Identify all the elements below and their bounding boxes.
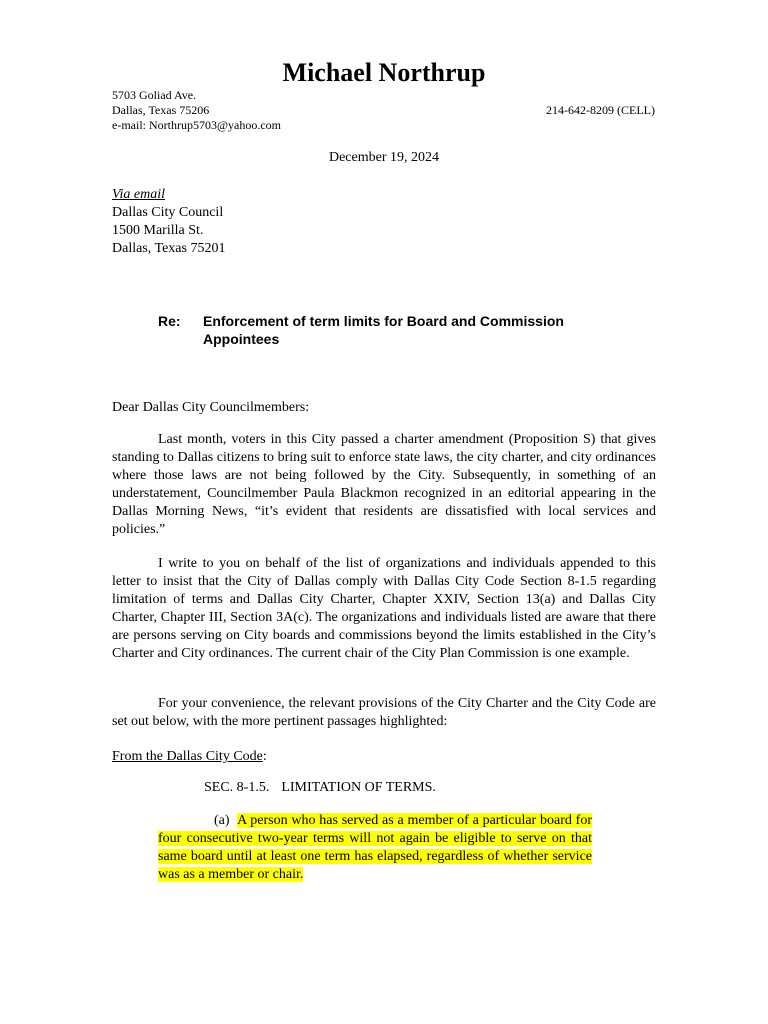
phone-number: 214-642-8209 (CELL) [546, 103, 655, 117]
address-line-1: 5703 Goliad Ave. [112, 88, 197, 102]
subject-line-2: Appointees [203, 331, 280, 347]
code-heading [112, 748, 656, 766]
via-email-label: Via email [112, 187, 166, 202]
subsection-a-highlighted-text: A person who has served as a member of a particular board for four consecutive two-year terms will not again be eligible to serve on that same board until at least one term has elapsed, regardless of whether service was as a member or chair. [158, 813, 592, 882]
salutation: Dear Dallas City Councilmembers: [112, 400, 310, 415]
subsection-a [158, 812, 592, 884]
recipient-line-1: Dallas City Council [112, 205, 224, 220]
code-heading-colon: : [262, 749, 267, 764]
section-heading [204, 780, 436, 796]
address-line-2: Dallas, Texas 75206 [112, 103, 210, 117]
subsection-a-label: (a) [214, 813, 230, 828]
subject-label: Re: [158, 313, 181, 329]
letterhead-name: Michael Northrup [282, 58, 486, 87]
paragraph-2: I write to you on behalf of the list of organizations and individuals appended to this letter to insist that the City of Dallas comply with Dallas City Code Section 8-1.5 regarding limitation of terms and Dallas City Charter, Chapter XXIV, Section 13(a) and Dallas City Charter, Chapter III, Section 3A(c). The organizations and individuals listed are aware that there are persons serving on City boards and commissions beyond the limits established in the City’s Charter and City ordinances. The current chair of the City Plan Commission is one example. [112, 556, 656, 661]
sender-address [112, 88, 281, 133]
subject-text [203, 312, 613, 348]
section-title: LIMITATION OF TERMS. [281, 780, 436, 795]
paragraph-3: For your convenience, the relevant provisions of the City Charter and the City Code are set out below, with the more pertinent passages highlighted: [112, 696, 656, 729]
recipient-block [112, 186, 225, 258]
recipient-line-2: 1500 Marilla St. [112, 223, 204, 238]
paragraph-1: Last month, voters in this City passed a charter amendment (Proposition S) that gives standing to Dallas citizens to bring suit to enforce state laws, the city charter, and city ordinances where those laws are not being followed by the City. Subsequently, in something of an understatement, Councilmember Paula Blackmon recognized in an editorial appearing in the Dallas Morning News, “it’s evident that residents are dissatisfied with local services and policies.” [112, 432, 656, 537]
code-heading-text: From the Dallas City Code [112, 749, 263, 764]
email-line: e-mail: Northrup5703@yahoo.com [112, 118, 282, 132]
section-number: SEC. 8-1.5. [204, 780, 270, 795]
recipient-line-3: Dallas, Texas 75201 [112, 241, 226, 256]
subject-line-1: Enforcement of term limits for Board and Commission [203, 313, 564, 329]
letter-date: December 19, 2024 [328, 150, 440, 165]
